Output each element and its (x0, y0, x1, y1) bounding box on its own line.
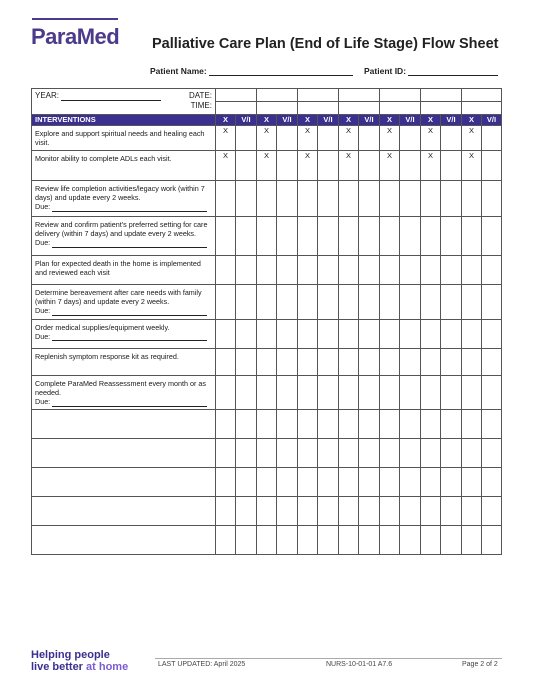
vi-cell[interactable] (441, 320, 462, 349)
x-cell[interactable] (421, 256, 441, 285)
patient-id-field[interactable] (364, 66, 498, 76)
x-cell[interactable] (216, 217, 236, 256)
blank-mark-cell[interactable] (339, 409, 359, 438)
intervention-text-cell (32, 285, 216, 320)
vi-cell[interactable] (277, 349, 298, 376)
x-cell[interactable] (298, 320, 318, 349)
due-label: Due: (35, 306, 51, 316)
x-cell[interactable]: X (380, 151, 400, 181)
intervention-text: Order medical supplies/equipment weekly. (35, 323, 170, 332)
due-date-blank[interactable] (52, 204, 207, 212)
x-cell[interactable] (421, 217, 441, 256)
x-cell[interactable]: X (421, 151, 441, 181)
blank-mark-cell[interactable] (441, 467, 462, 496)
vi-cell[interactable] (236, 320, 257, 349)
blank-mark-cell[interactable] (277, 438, 298, 467)
vi-cell[interactable] (441, 151, 462, 181)
x-cell[interactable] (380, 285, 400, 320)
col-header-x: X (298, 115, 318, 126)
time-cell[interactable] (257, 102, 298, 115)
blank-mark-cell[interactable] (400, 438, 421, 467)
year-date-time-header (32, 89, 216, 115)
intervention-row (32, 349, 502, 376)
col-header-x: X (257, 115, 277, 126)
vi-cell[interactable] (482, 320, 502, 349)
vi-cell[interactable] (400, 181, 421, 217)
intervention-row (32, 151, 502, 181)
date-cell[interactable] (216, 89, 257, 102)
last-updated: LAST UPDATED: April 2025 (158, 661, 246, 668)
vi-cell[interactable] (400, 285, 421, 320)
vi-cell[interactable] (482, 256, 502, 285)
blank-mark-cell[interactable] (318, 496, 339, 525)
blank-mark-cell[interactable] (318, 467, 339, 496)
intervention-text: Determine bereavement after care needs with family (within 7 days) and update every 2 weeks. (35, 288, 202, 307)
blank-mark-cell[interactable] (482, 409, 502, 438)
vi-cell[interactable] (400, 320, 421, 349)
vi-cell[interactable] (277, 285, 298, 320)
vi-cell[interactable] (236, 285, 257, 320)
x-cell[interactable] (257, 256, 277, 285)
blank-mark-cell[interactable] (318, 409, 339, 438)
x-cell[interactable]: X (298, 126, 318, 151)
date-label: DATE: (189, 91, 212, 100)
footer-rule (155, 658, 502, 659)
col-header-x: X (339, 115, 359, 126)
vi-cell[interactable] (318, 256, 339, 285)
due-label: Due: (35, 397, 51, 407)
date-cell[interactable] (421, 89, 462, 102)
x-cell[interactable] (339, 376, 359, 410)
x-cell[interactable] (298, 349, 318, 376)
vi-cell[interactable] (277, 151, 298, 181)
x-cell[interactable] (257, 181, 277, 217)
blank-mark-cell[interactable] (462, 409, 482, 438)
blank-mark-cell[interactable] (441, 438, 462, 467)
x-cell[interactable] (257, 320, 277, 349)
x-cell[interactable] (298, 376, 318, 410)
due-date-blank[interactable] (52, 240, 207, 248)
blank-mark-cell[interactable] (339, 525, 359, 554)
x-cell[interactable]: X (380, 126, 400, 151)
blank-mark-cell[interactable] (277, 467, 298, 496)
x-cell[interactable]: X (257, 126, 277, 151)
x-cell[interactable] (462, 181, 482, 217)
blank-mark-cell[interactable] (257, 525, 277, 554)
blank-mark-cell[interactable] (359, 438, 380, 467)
blank-intervention-cell[interactable] (32, 467, 216, 496)
tagline-line2-a: live better (31, 661, 83, 673)
blank-mark-cell[interactable] (216, 525, 236, 554)
blank-mark-cell[interactable] (257, 438, 277, 467)
x-cell[interactable]: X (216, 126, 236, 151)
date-cell[interactable] (257, 89, 298, 102)
blank-mark-cell[interactable] (339, 467, 359, 496)
blank-mark-cell[interactable] (380, 467, 400, 496)
vi-cell[interactable] (277, 126, 298, 151)
date-cell[interactable] (339, 89, 380, 102)
blank-mark-cell[interactable] (257, 496, 277, 525)
x-cell[interactable] (380, 376, 400, 410)
blank-mark-cell[interactable] (462, 496, 482, 525)
vi-cell[interactable] (318, 181, 339, 217)
vi-cell[interactable] (318, 151, 339, 181)
col-header-vi: V/I (359, 115, 380, 126)
x-cell[interactable] (257, 349, 277, 376)
blank-mark-cell[interactable] (400, 409, 421, 438)
time-cell[interactable] (462, 102, 502, 115)
blank-mark-cell[interactable] (482, 525, 502, 554)
vi-cell[interactable] (318, 376, 339, 410)
blank-mark-cell[interactable] (277, 496, 298, 525)
x-cell[interactable] (462, 217, 482, 256)
paramed-logo: ParaMed (31, 24, 120, 49)
due-label: Due: (35, 332, 51, 342)
form-code: NURS-10-01-01 A7.6 (326, 661, 393, 668)
vi-cell[interactable] (359, 217, 380, 256)
x-cell[interactable]: X (462, 126, 482, 151)
x-cell[interactable] (421, 320, 441, 349)
blank-mark-cell[interactable] (216, 409, 236, 438)
x-cell[interactable] (462, 285, 482, 320)
intervention-row (32, 126, 502, 151)
vi-cell[interactable] (359, 349, 380, 376)
x-cell[interactable]: X (257, 151, 277, 181)
x-cell[interactable]: X (462, 151, 482, 181)
intervention-row (32, 376, 502, 410)
blank-mark-cell[interactable] (359, 525, 380, 554)
x-cell[interactable] (380, 181, 400, 217)
date-cell[interactable] (380, 89, 421, 102)
blank-mark-cell[interactable] (400, 496, 421, 525)
blank-mark-cell[interactable] (421, 467, 441, 496)
blank-mark-cell[interactable] (359, 467, 380, 496)
x-cell[interactable] (462, 349, 482, 376)
blank-intervention-cell[interactable] (32, 438, 216, 467)
x-cell[interactable] (380, 256, 400, 285)
vi-cell[interactable] (236, 181, 257, 217)
x-cell[interactable] (257, 217, 277, 256)
vi-cell[interactable] (441, 181, 462, 217)
blank-row (32, 438, 502, 467)
blank-mark-cell[interactable] (421, 409, 441, 438)
vi-cell[interactable] (236, 349, 257, 376)
x-cell[interactable] (339, 256, 359, 285)
blank-row (32, 496, 502, 525)
x-cell[interactable] (298, 181, 318, 217)
blank-mark-cell[interactable] (462, 467, 482, 496)
vi-cell[interactable] (400, 376, 421, 410)
blank-mark-cell[interactable] (441, 409, 462, 438)
vi-cell[interactable] (482, 349, 502, 376)
time-cell[interactable] (298, 102, 339, 115)
blank-intervention-cell[interactable] (32, 409, 216, 438)
x-cell[interactable] (421, 349, 441, 376)
x-cell[interactable] (339, 217, 359, 256)
blank-mark-cell[interactable] (236, 467, 257, 496)
x-cell[interactable] (216, 181, 236, 217)
x-cell[interactable]: X (339, 151, 359, 181)
vi-cell[interactable] (318, 217, 339, 256)
blank-mark-cell[interactable] (257, 409, 277, 438)
x-cell[interactable] (421, 285, 441, 320)
year-blank[interactable] (61, 92, 161, 101)
x-cell[interactable]: X (339, 126, 359, 151)
blank-intervention-cell[interactable] (32, 525, 216, 554)
vi-cell[interactable] (482, 285, 502, 320)
x-cell[interactable] (257, 376, 277, 410)
vi-cell[interactable] (359, 151, 380, 181)
blank-mark-cell[interactable] (277, 409, 298, 438)
patient-name-field[interactable] (150, 66, 353, 76)
intervention-text: Complete ParaMed Reassessment every month or as needed. (35, 379, 206, 398)
intervention-text-cell (32, 320, 216, 349)
date-cell[interactable] (462, 89, 502, 102)
x-cell[interactable] (380, 217, 400, 256)
blank-mark-cell[interactable] (441, 525, 462, 554)
vi-cell[interactable] (277, 320, 298, 349)
intervention-text-cell (32, 349, 216, 376)
blank-mark-cell[interactable] (380, 496, 400, 525)
x-cell[interactable] (216, 320, 236, 349)
vi-cell[interactable] (441, 349, 462, 376)
col-header-vi: V/I (277, 115, 298, 126)
interventions-header: INTERVENTIONS (32, 115, 216, 126)
vi-cell[interactable] (359, 285, 380, 320)
x-cell[interactable] (380, 320, 400, 349)
blank-mark-cell[interactable] (380, 409, 400, 438)
x-cell[interactable] (298, 217, 318, 256)
patient-name-blank[interactable] (209, 66, 353, 76)
x-cell[interactable] (298, 285, 318, 320)
col-header-x: X (462, 115, 482, 126)
vi-cell[interactable] (482, 126, 502, 151)
x-cell[interactable]: X (216, 151, 236, 181)
col-header-vi: V/I (441, 115, 462, 126)
col-header-vi: V/I (400, 115, 421, 126)
vi-cell[interactable] (441, 285, 462, 320)
due-date-blank[interactable] (52, 308, 207, 316)
tagline-line2-b: at home (86, 661, 129, 673)
vi-cell[interactable] (482, 181, 502, 217)
intervention-text: Replenish symptom response kit as required. (35, 352, 179, 361)
intervention-text-cell (32, 217, 216, 256)
blank-row (32, 409, 502, 438)
intervention-text-cell (32, 126, 216, 151)
vi-cell[interactable] (359, 320, 380, 349)
x-cell[interactable] (421, 376, 441, 410)
time-cell[interactable] (380, 102, 421, 115)
due-label: Due: (35, 202, 51, 212)
date-cell[interactable] (298, 89, 339, 102)
blank-mark-cell[interactable] (257, 467, 277, 496)
blank-mark-cell[interactable] (298, 467, 318, 496)
vi-cell[interactable] (318, 320, 339, 349)
time-cell[interactable] (216, 102, 257, 115)
due-label: Due: (35, 238, 51, 248)
blank-mark-cell[interactable] (298, 409, 318, 438)
blank-mark-cell[interactable] (339, 496, 359, 525)
time-label: TIME: (190, 101, 212, 110)
vi-cell[interactable] (400, 256, 421, 285)
vi-cell[interactable] (400, 217, 421, 256)
blank-mark-cell[interactable] (400, 467, 421, 496)
col-header-x: X (421, 115, 441, 126)
intervention-text: Review life completion activities/legacy work (within 7 days) and update every 2 weeks. (35, 184, 205, 203)
page-number: Page 2 of 2 (462, 661, 498, 668)
vi-cell[interactable] (400, 151, 421, 181)
blank-mark-cell[interactable] (421, 525, 441, 554)
blank-mark-cell[interactable] (236, 438, 257, 467)
blank-mark-cell[interactable] (462, 525, 482, 554)
col-header-x: X (216, 115, 236, 126)
vi-cell[interactable] (277, 181, 298, 217)
blank-mark-cell[interactable] (421, 438, 441, 467)
x-cell[interactable] (462, 376, 482, 410)
vi-cell[interactable] (359, 376, 380, 410)
logo-rule (32, 18, 118, 20)
blank-row (32, 467, 502, 496)
blank-mark-cell[interactable] (462, 438, 482, 467)
intervention-text-cell (32, 376, 216, 410)
x-cell[interactable] (216, 376, 236, 410)
time-cell[interactable] (421, 102, 462, 115)
vi-cell[interactable] (318, 126, 339, 151)
col-header-vi: V/I (318, 115, 339, 126)
vi-cell[interactable] (482, 217, 502, 256)
blank-mark-cell[interactable] (236, 496, 257, 525)
vi-cell[interactable] (400, 349, 421, 376)
intervention-text-cell (32, 256, 216, 285)
blank-mark-cell[interactable] (482, 438, 502, 467)
intervention-row (32, 285, 502, 320)
vi-cell[interactable] (236, 256, 257, 285)
blank-row (32, 525, 502, 554)
blank-mark-cell[interactable] (482, 496, 502, 525)
vi-cell[interactable] (236, 376, 257, 410)
x-cell[interactable]: X (421, 126, 441, 151)
blank-mark-cell[interactable] (359, 409, 380, 438)
vi-cell[interactable] (482, 376, 502, 410)
x-cell[interactable] (339, 181, 359, 217)
intervention-row (32, 320, 502, 349)
vi-cell[interactable] (359, 126, 380, 151)
x-cell[interactable] (216, 285, 236, 320)
vi-cell[interactable] (277, 256, 298, 285)
blank-mark-cell[interactable] (400, 525, 421, 554)
blank-mark-cell[interactable] (421, 496, 441, 525)
vi-cell[interactable] (318, 285, 339, 320)
blank-mark-cell[interactable] (482, 467, 502, 496)
vi-cell[interactable] (482, 151, 502, 181)
vi-cell[interactable] (441, 126, 462, 151)
time-cell[interactable] (339, 102, 380, 115)
patient-id-blank[interactable] (408, 66, 498, 76)
blank-mark-cell[interactable] (216, 438, 236, 467)
blank-mark-cell[interactable] (236, 409, 257, 438)
intervention-row (32, 217, 502, 256)
blank-mark-cell[interactable] (236, 525, 257, 554)
blank-mark-cell[interactable] (318, 438, 339, 467)
x-cell[interactable] (257, 285, 277, 320)
intervention-row (32, 256, 502, 285)
x-cell[interactable]: X (298, 151, 318, 181)
vi-cell[interactable] (318, 349, 339, 376)
vi-cell[interactable] (277, 376, 298, 410)
x-cell[interactable] (339, 320, 359, 349)
intervention-text-cell (32, 151, 216, 181)
blank-mark-cell[interactable] (318, 525, 339, 554)
x-cell[interactable] (298, 256, 318, 285)
flow-sheet-table (31, 88, 502, 555)
blank-mark-cell[interactable] (298, 525, 318, 554)
intervention-text-cell (32, 181, 216, 217)
x-cell[interactable] (462, 256, 482, 285)
blank-mark-cell[interactable] (380, 525, 400, 554)
vi-cell[interactable] (277, 217, 298, 256)
intervention-text: Explore and support spiritual needs and healing each visit. (35, 129, 205, 148)
blank-intervention-cell[interactable] (32, 496, 216, 525)
intervention-text: Monitor ability to complete ADLs each visit. (35, 154, 172, 163)
blank-mark-cell[interactable] (216, 467, 236, 496)
intervention-text: Plan for expected death in the home is implemented and reviewed each visit (35, 259, 201, 278)
vi-cell[interactable] (236, 217, 257, 256)
blank-mark-cell[interactable] (380, 438, 400, 467)
col-header-vi: V/I (236, 115, 257, 126)
intervention-row (32, 181, 502, 217)
x-cell[interactable] (216, 256, 236, 285)
blank-mark-cell[interactable] (441, 496, 462, 525)
intervention-text: Review and confirm patient’s preferred setting for care delivery (within 7 days) and update every 2 weeks. (35, 220, 208, 239)
x-cell[interactable] (339, 349, 359, 376)
x-cell[interactable] (462, 320, 482, 349)
vi-cell[interactable] (441, 376, 462, 410)
vi-cell[interactable] (359, 256, 380, 285)
patient-name-label: Patient Name: (150, 66, 207, 76)
blank-mark-cell[interactable] (359, 496, 380, 525)
vi-cell[interactable] (441, 217, 462, 256)
vi-cell[interactable] (236, 151, 257, 181)
col-header-x: X (380, 115, 400, 126)
blank-mark-cell[interactable] (216, 496, 236, 525)
blank-mark-cell[interactable] (298, 438, 318, 467)
due-date-blank[interactable] (52, 333, 207, 341)
x-cell[interactable] (421, 181, 441, 217)
blank-mark-cell[interactable] (339, 438, 359, 467)
patient-id-label: Patient ID: (364, 66, 407, 76)
tagline-line1: Helping people (31, 649, 110, 661)
year-label: YEAR: (35, 91, 60, 100)
blank-mark-cell[interactable] (298, 496, 318, 525)
vi-cell[interactable] (441, 256, 462, 285)
due-date-blank[interactable] (52, 399, 207, 407)
vi-cell[interactable] (400, 126, 421, 151)
tagline (31, 649, 128, 673)
x-cell[interactable] (216, 349, 236, 376)
x-cell[interactable] (339, 285, 359, 320)
page-title: Palliative Care Plan (End of Life Stage) Flow Sheet (152, 36, 499, 52)
vi-cell[interactable] (236, 126, 257, 151)
vi-cell[interactable] (359, 181, 380, 217)
x-cell[interactable] (380, 349, 400, 376)
blank-mark-cell[interactable] (277, 525, 298, 554)
col-header-vi: V/I (482, 115, 502, 126)
